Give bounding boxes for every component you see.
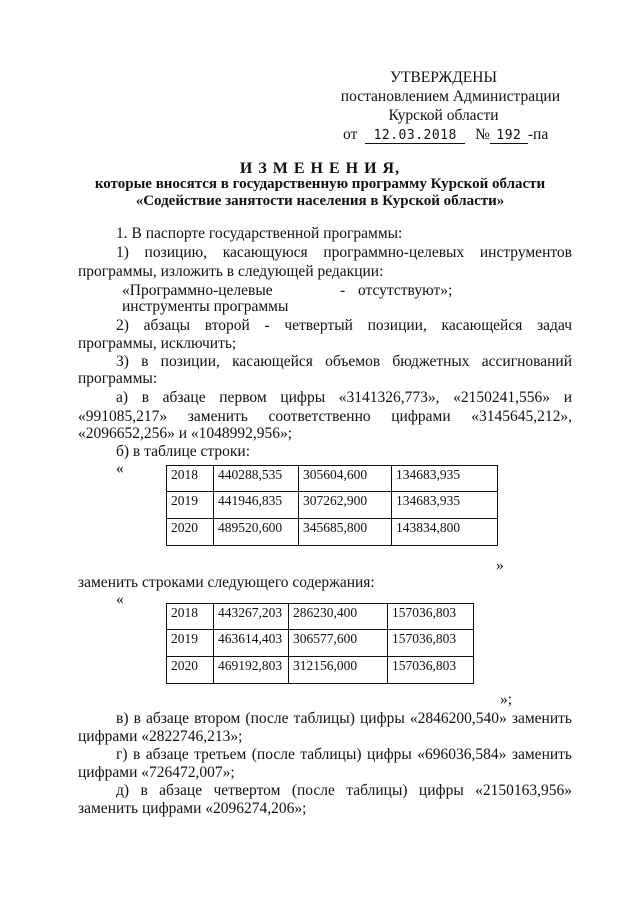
document-heading: И З М Е Н Е Н И Я, xyxy=(239,160,401,177)
paragraph-3-dash: - xyxy=(340,282,346,299)
table-cell: 2020 xyxy=(167,519,214,546)
table-cell: 134683,935 xyxy=(392,466,498,492)
approval-region: Курской области xyxy=(388,107,499,124)
document-subtitle: которые вносятся в государственную программу Курской области xyxy=(94,176,546,192)
table-row xyxy=(167,466,498,492)
paragraph-8-line-1: в) в абзаце втором (после таблицы) цифры «2846200,540» заменить xyxy=(116,710,572,727)
table-row xyxy=(167,519,498,546)
paragraph-1: 1. В паспорте государственной программы: xyxy=(116,225,403,242)
approval-suffix: -па xyxy=(527,126,549,143)
open-quote-2: « xyxy=(116,591,124,608)
approval-decree: постановлением Администрации xyxy=(340,88,560,105)
table-cell: 489520,600 xyxy=(214,519,299,546)
paragraph-10-line-2: заменить цифрами «2096274,206»; xyxy=(78,800,307,817)
paragraph-2-line-2: программы, изложить в следующей редакции: xyxy=(78,263,384,280)
number-label: № xyxy=(475,126,490,143)
approval-title: УТВЕРЖДЕНЫ xyxy=(390,69,497,86)
table-cell: 312156,000 xyxy=(289,657,388,684)
paragraph-8-line-2: цифрами «2822746,213»; xyxy=(78,728,243,745)
close-quote-1: » xyxy=(496,557,504,574)
approval-number: 192 xyxy=(490,128,528,144)
approval-block xyxy=(335,68,560,144)
paragraph-3-label: «Программно-целевые xyxy=(122,282,273,299)
table-cell: 306577,600 xyxy=(289,630,388,657)
old-rows-table xyxy=(166,465,498,546)
paragraph-5-line-1: 3) в позиции, касающейся объемов бюджетных ассигнований xyxy=(116,353,572,370)
paragraph-7: б) в таблице строки: xyxy=(116,443,251,460)
table-cell: 2019 xyxy=(167,630,214,657)
paragraph-3-value: отсутствуют»; xyxy=(358,282,453,299)
table-row xyxy=(167,630,474,657)
table-cell: 440288,535 xyxy=(214,466,299,492)
paragraph-3-label-cont: инструменты программы xyxy=(122,298,289,315)
table-cell: 469192,803 xyxy=(214,657,289,684)
paragraph-4-line-2: программы, исключить; xyxy=(78,335,237,352)
replace-with-text: заменить строками следующего содержания: xyxy=(78,574,375,591)
close-quote-2: »; xyxy=(500,691,513,708)
table-cell: 2019 xyxy=(167,492,214,519)
table-cell: 463614,403 xyxy=(214,630,289,657)
table-cell: 157036,803 xyxy=(388,630,474,657)
table-cell: 305604,600 xyxy=(299,466,392,492)
table-cell: 345685,800 xyxy=(299,519,392,546)
paragraph-2-line-1: 1) позицию, касающуюся программно-целевых инструментов xyxy=(116,244,572,261)
paragraph-10-line-1: д) в абзаце четвертом (после таблицы) цифры «2150163,956» xyxy=(116,782,572,799)
paragraph-6-line-1: а) в абзаце первом цифры «3141326,773», «2150241,556» и xyxy=(116,389,572,406)
paragraph-6-line-2: «991085,217» заменить соответственно цифрами «3145645,212», xyxy=(78,408,572,425)
table-cell: 157036,803 xyxy=(388,657,474,684)
paragraph-5-line-2: программы: xyxy=(78,370,158,387)
paragraph-9-line-2: цифрами «726472,007»; xyxy=(78,764,235,781)
open-quote-1: « xyxy=(116,460,124,477)
approval-date-line xyxy=(335,125,560,144)
paragraph-9-line-1: г) в абзаце третьем (после таблицы) цифры «696036,584» заменить xyxy=(116,746,572,763)
from-label: от xyxy=(343,126,358,143)
paragraph-6-line-3: «2096652,256» и «1048992,956»; xyxy=(78,425,293,442)
table-cell: 157036,803 xyxy=(388,604,474,630)
table-row xyxy=(167,492,498,519)
approval-date: 12.03.2018 xyxy=(365,128,465,144)
table-cell: 307262,900 xyxy=(299,492,392,519)
program-name: «Содействие занятости населения в Курской области» xyxy=(135,193,505,209)
table-row xyxy=(167,657,474,684)
table-cell: 2020 xyxy=(167,657,214,684)
paragraph-4-line-1: 2) абзацы второй - четвертый позиции, касающейся задач xyxy=(116,317,572,334)
table-row xyxy=(167,604,474,630)
table-cell: 441946,835 xyxy=(214,492,299,519)
table-cell: 286230,400 xyxy=(289,604,388,630)
table-cell: 134683,935 xyxy=(392,492,498,519)
table-cell: 2018 xyxy=(167,466,214,492)
new-rows-table xyxy=(166,603,474,684)
table-cell: 143834,800 xyxy=(392,519,498,546)
table-cell: 2018 xyxy=(167,604,214,630)
table-cell: 443267,203 xyxy=(214,604,289,630)
